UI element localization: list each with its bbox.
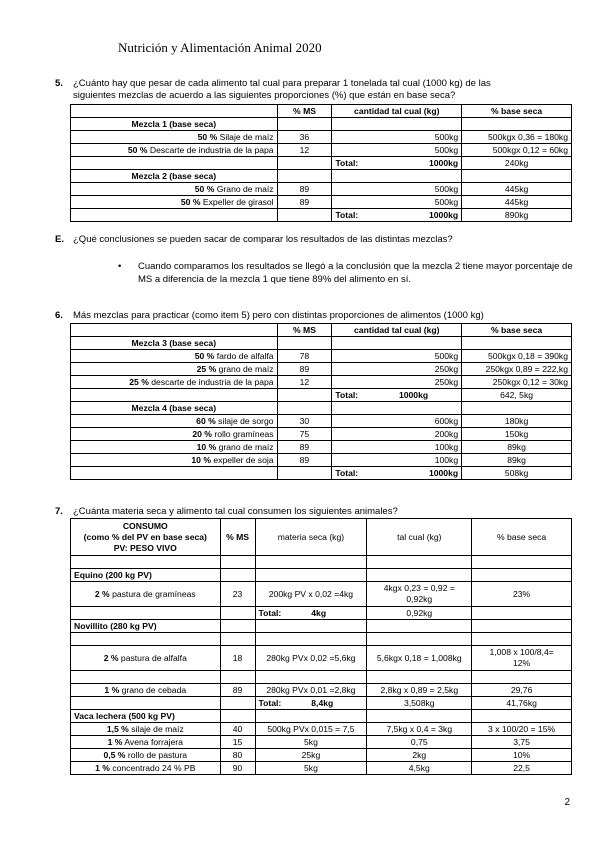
total-row: Total: 4kg 0,92kg xyxy=(71,607,572,620)
table-header-row: % MS cantidad tal cual (kg) % base seca xyxy=(71,324,572,337)
spacer-row xyxy=(71,633,572,646)
table-row: 0,5 % rollo de pastura 80 25kg 2kg 10% xyxy=(71,749,572,762)
animal-title-row: Novillito (280 kg PV) xyxy=(71,620,572,633)
question-number: 7. xyxy=(55,506,63,517)
page-title: Nutrición y Alimentación Animal 2020 xyxy=(118,40,322,55)
question-text: ¿Cuánta materia seca y alimento tal cual consumen los siguientes animales? xyxy=(73,506,398,517)
mix-title-row: Mezcla 3 (base seca) xyxy=(71,337,572,350)
table-header-row xyxy=(71,105,572,118)
mix-title-row: Mezcla 4 (base seca) xyxy=(71,402,572,415)
table-row: 1 % Avena forrajera 15 5kg 0,75 3,75 xyxy=(71,736,572,749)
table-q5 xyxy=(70,104,572,222)
mix-title: Mezcla 1 (base seca) xyxy=(71,118,278,131)
question-text-line2: siguientes mezclas de acuerdo a las siguientes proporciones (%) que están en base seca? xyxy=(73,90,456,101)
table-row: 20 % rollo gramíneas 75 200kg 150kg xyxy=(71,428,572,441)
table-row: 50 % Expeller de girasol 89 500kg 445kg xyxy=(71,196,572,209)
col-bs: % base seca xyxy=(462,105,572,118)
spacer-row xyxy=(71,671,572,684)
question-number: E. xyxy=(55,234,64,245)
table-row: 2 % pastura de gramíneas 23 200kg PV x 0,02 =4kg 4kgx 0,23 = 0,92 = 0,92kg 23% xyxy=(71,582,572,607)
question-text: ¿Qué conclusiones se pueden sacar de comparar los resultados de las distintas mezclas? xyxy=(73,234,453,245)
spacer-row xyxy=(71,556,572,569)
total-row: Total: 1000kg 890kg xyxy=(71,209,572,222)
question-5 xyxy=(55,78,555,104)
table-row: 10 % expeller de soja 89 100kg 89kg xyxy=(71,454,572,467)
col-consumo: CONSUMO (como % del PV en base seca) PV: PESO VIVO xyxy=(71,519,221,556)
table-row: 50 % Silaje de maíz 36 500kg 500kgx 0,36 = 180kg xyxy=(71,131,572,144)
table-row: 50 % fardo de alfalfa 78 500kg 500kgx 0,18 = 390kg xyxy=(71,350,572,363)
table-row: 10 % grano de maíz 89 100kg 89kg xyxy=(71,441,572,454)
table-row: 50 % Grano de maíz 89 500kg 445kg xyxy=(71,183,572,196)
total-row: Total: 1000kg 642, 5kg xyxy=(71,389,572,402)
table-row: 50 % Descarte de industria de la papa 12 500kg 500kgx 0,12 = 60kg xyxy=(71,144,572,157)
table-q6 xyxy=(70,323,572,480)
animal-title-row: Vaca lechera (500 kg PV) xyxy=(71,710,572,723)
col-ms: % MS xyxy=(277,105,332,118)
mix-title: Mezcla 2 (base seca) xyxy=(71,170,278,183)
total-row: Total: 1000kg 240kg xyxy=(71,157,572,170)
question-text: Más mezclas para practicar (como item 5) pero con distintas proporciones de alimentos (1000 kg) xyxy=(73,310,484,321)
mix-title-row xyxy=(71,170,572,183)
table-row: 1 % concentrado 24 % PB 90 5kg 4,5kg 22,5 xyxy=(71,762,572,775)
table-row: 60 % silaje de sorgo 30 600kg 180kg xyxy=(71,415,572,428)
question-text-line1: ¿Cuánto hay que pesar de cada alimento tal cual para preparar 1 tonelada tal cual (1000 kg) de las xyxy=(73,78,491,89)
table-row: 25 % grano de maíz 89 250kg 250kgx 0,89 = 222,kg xyxy=(71,363,572,376)
table-row: 25 % descarte de industria de la papa 12 250kg 250kgx 0,12 = 30kg xyxy=(71,376,572,389)
table-row: 1,5 % silaje de maíz 40 500kg PVx 0,015 = 7,5 7,5kg x 0,4 = 3kg 3 x 100/20 = 15% xyxy=(71,723,572,736)
question-number: 5. xyxy=(55,78,63,89)
col-qty: cantidad tal cual (kg) xyxy=(332,105,462,118)
table-q7 xyxy=(70,518,572,775)
table-row: 1 % grano de cebada 89 280kg PVx 0,01 =2,8kg 2,8kg x 0,89 = 2,5kg 29,76 xyxy=(71,684,572,697)
answer-text: Cuando comparamos los resultados se llegó a la conclusión que la mezcla 2 tiene mayor porcentaje de MS a diferencia de la mezcla 1 que tiene 89% del alimento en sí. xyxy=(138,261,573,285)
question-number: 6. xyxy=(55,310,63,321)
total-row: Total: 8,4kg 3,508kg 41,76kg xyxy=(71,697,572,710)
table-header-row: CONSUMO (como % del PV en base seca) PV: PESO VIVO % MS materia seca (kg) tal cual (kg) % base seca xyxy=(71,519,572,556)
bullet-icon: • xyxy=(118,261,122,272)
animal-title-row: Equino (200 kg PV) xyxy=(71,569,572,582)
table-row: 2 % pastura de alfalfa 18 280kg PVx 0,02 =5,6kg 5,6kgx 0,18 = 1,008kg 1,008 x 100/8,4= 12% xyxy=(71,646,572,671)
mix-title-row xyxy=(71,118,572,131)
total-row: Total: 1000kg 508kg xyxy=(71,467,572,480)
page-number: 2 xyxy=(564,797,570,808)
